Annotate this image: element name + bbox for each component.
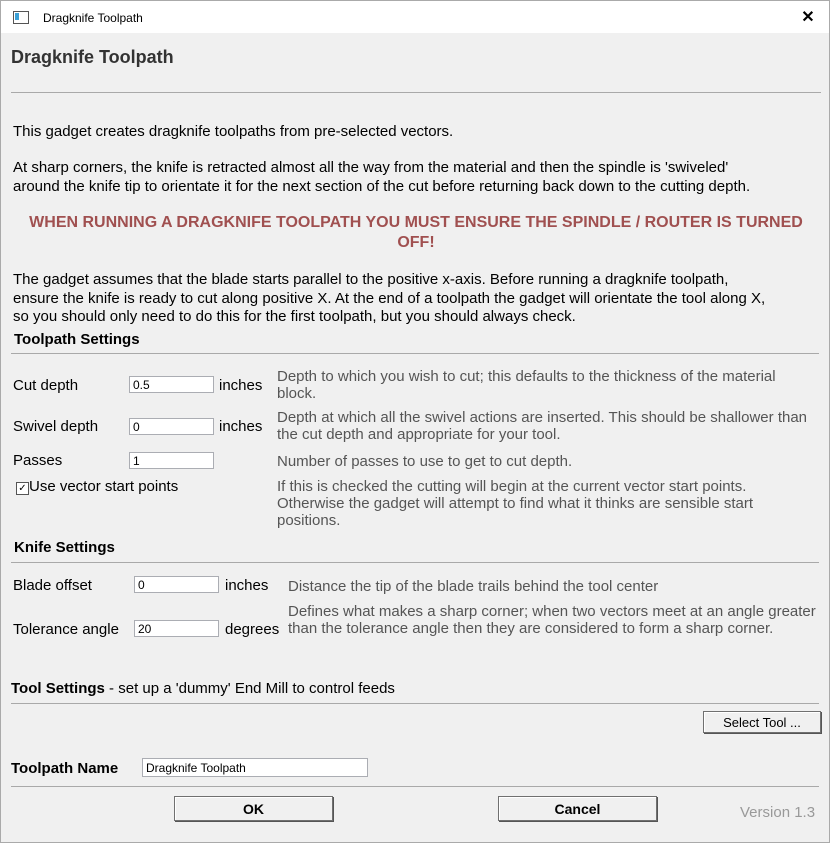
version-label: Version 1.3 [740, 804, 816, 821]
intro-paragraph-3-line-3: so you should only need to do this for the first toolpath, but you should always check. [13, 308, 576, 325]
swivel-depth-input[interactable] [129, 418, 214, 435]
swivel-depth-unit: inches [219, 418, 263, 435]
blade-offset-label: Blade offset [13, 577, 92, 594]
passes-label: Passes [13, 452, 63, 469]
page-title: Dragknife Toolpath [11, 47, 174, 67]
toolpath-name-label: Toolpath Name [11, 760, 119, 777]
intro-paragraph-3-line-1: The gadget assumes that the blade starts parallel to the positive x-axis. Before running a dragknife toolpath, [13, 271, 729, 288]
swivel-depth-description: Depth at which all the swivel actions are inserted. This should be shallower than the cut depth and appropriate for your tool. [277, 409, 808, 443]
tolerance-angle-input[interactable] [134, 620, 219, 637]
intro-paragraph-1: This gadget creates dragknife toolpaths from pre-selected vectors. [13, 123, 454, 140]
cut-depth-input[interactable] [129, 376, 214, 393]
tool-settings-heading: Tool Settings [11, 680, 105, 697]
intro-paragraph-2-line-2: around the knife tip to orientate it for the next section of the cut before returning back down to the cutting depth. [13, 178, 751, 195]
blade-offset-input[interactable] [134, 576, 219, 593]
title-bar[interactable] [1, 1, 829, 33]
cancel-button[interactable]: Cancel [498, 796, 657, 821]
cut-depth-unit: inches [219, 377, 263, 394]
use-vector-start-checkbox[interactable]: ✓ [16, 482, 29, 495]
tool-settings-header [11, 680, 395, 697]
tool-settings-subtext: - set up a 'dummy' End Mill to control feeds [104, 680, 395, 697]
tolerance-angle-label: Tolerance angle [13, 621, 119, 638]
intro-paragraph-3-line-2: ensure the knife is ready to cut along positive X. At the end of a toolpath the gadget will orientate the tool along X, [13, 290, 766, 307]
tolerance-angle-unit: degrees [225, 621, 280, 638]
warning-text-line-2: OFF! [397, 234, 435, 251]
blade-offset-description: Distance the tip of the blade trails behind the tool center [288, 578, 659, 595]
swivel-depth-label: Swivel depth [13, 418, 99, 435]
toolpath-name-input[interactable] [142, 758, 368, 777]
ok-button[interactable]: OK [174, 796, 333, 821]
toolpath-settings-divider [11, 353, 819, 354]
select-tool-button[interactable]: Select Tool ... [703, 711, 821, 733]
passes-input[interactable] [129, 452, 214, 469]
toolpath-settings-heading: Toolpath Settings [14, 331, 140, 348]
window-title: Dragknife Toolpath [43, 11, 143, 25]
intro-paragraph-2-line-1: At sharp corners, the knife is retracted almost all the way from the material and then the spindle is 'swiveled' [13, 159, 729, 176]
footer-divider [11, 786, 819, 787]
warning-text-line-1: WHEN RUNNING A DRAGKNIFE TOOLPATH YOU MUST ENSURE THE SPINDLE / ROUTER IS TURNED [29, 214, 803, 231]
knife-settings-heading: Knife Settings [14, 539, 115, 556]
app-icon [13, 11, 29, 24]
knife-settings-divider [11, 562, 819, 563]
tool-settings-divider [11, 703, 819, 704]
passes-description: Number of passes to use to get to cut depth. [277, 453, 573, 470]
cut-depth-label: Cut depth [13, 377, 79, 394]
tolerance-angle-description: Defines what makes a sharp corner; when two vectors meet at an angle greater than the tolerance angle then they are considered to form a sharp corner. [288, 603, 816, 637]
use-vector-start-label[interactable]: Use vector start points [29, 478, 179, 495]
cut-depth-description: Depth to which you wish to cut; this defaults to the thickness of the material block. [277, 368, 776, 402]
blade-offset-unit: inches [225, 577, 269, 594]
close-icon[interactable]: ✕ [801, 9, 815, 26]
header-divider [11, 92, 821, 93]
use-vector-start-description: If this is checked the cutting will begin at the current vector start points. Otherwise the gadget will attempt to find what it thinks are sensible start positions. [277, 478, 754, 529]
